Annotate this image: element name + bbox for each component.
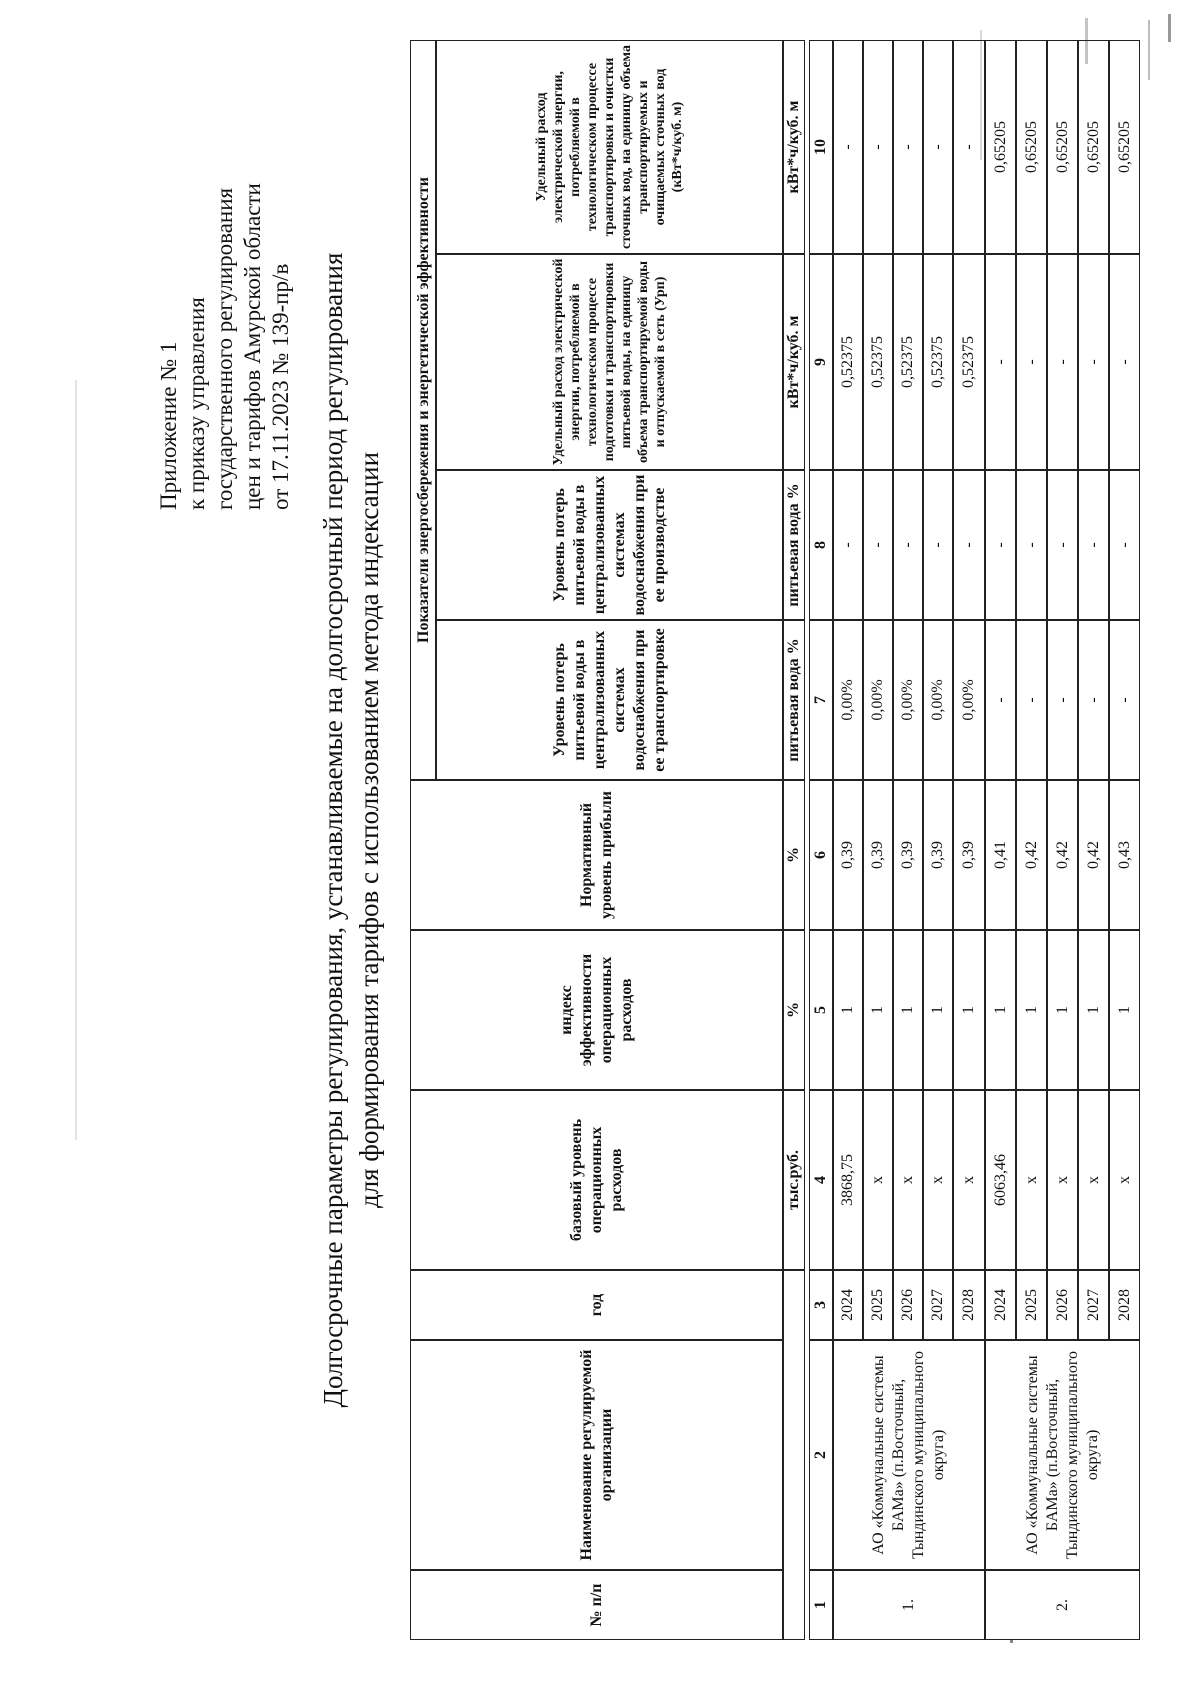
loss-transport-cell: 0,00%: [953, 620, 985, 780]
index-cell: 1: [1016, 930, 1047, 1090]
unit-energy-water: кВт*ч/куб. м: [783, 254, 805, 470]
energy-water-cell: 0,52375: [833, 254, 863, 470]
loss-production-cell: -: [985, 470, 1016, 620]
unit-profit: %: [783, 780, 805, 930]
org-name: АО «Коммунальные системы БАМа» (п.Восточный, Тындинского муниципального округа): [833, 1340, 985, 1570]
year-cell: 2026: [1047, 1270, 1078, 1340]
parameters-table: [410, 40, 1140, 1640]
unit-index: %: [783, 930, 805, 1090]
base-cell: х: [1109, 1090, 1140, 1270]
col-number: 6: [809, 780, 833, 930]
unit-loss-transport: питьевая вода %: [783, 620, 805, 780]
document-title: [315, 80, 387, 1580]
col-number: 1: [809, 1570, 833, 1640]
energy-waste-cell: -: [833, 40, 863, 254]
loss-production-cell: -: [863, 470, 893, 620]
header-year: год: [410, 1270, 783, 1340]
loss-transport-cell: -: [985, 620, 1016, 780]
energy-waste-cell: 0,65205: [1078, 40, 1109, 254]
header-index: индекс эффективности операционных расходов: [410, 930, 783, 1090]
loss-production-cell: -: [953, 470, 985, 620]
profit-cell: 0,43: [1109, 780, 1140, 930]
loss-production-cell: -: [1078, 470, 1109, 620]
profit-cell: 0,42: [1047, 780, 1078, 930]
header-loss-production: Уровень потерь питьевой воды в централизованных системах водоснабжения при ее производстве: [436, 470, 783, 620]
index-cell: 1: [985, 930, 1016, 1090]
col-number: 2: [809, 1340, 833, 1570]
col-number: 9: [809, 254, 833, 470]
loss-production-cell: -: [1016, 470, 1047, 620]
loss-production-cell: -: [1047, 470, 1078, 620]
loss-production-cell: -: [893, 470, 923, 620]
energy-water-cell: -: [985, 254, 1016, 470]
loss-transport-cell: 0,00%: [923, 620, 953, 780]
loss-transport-cell: -: [1109, 620, 1140, 780]
title-line: для формирования тарифов с использованием метода индексации: [354, 451, 384, 1209]
year-cell: 2024: [985, 1270, 1016, 1340]
base-cell: 3868,75: [833, 1090, 863, 1270]
scan-speck: [75, 380, 77, 1140]
loss-production-cell: -: [923, 470, 953, 620]
energy-water-cell: 0,52375: [893, 254, 923, 470]
index-cell: 1: [863, 930, 893, 1090]
energy-waste-cell: 0,65205: [985, 40, 1016, 254]
energy-waste-cell: -: [953, 40, 985, 254]
index-cell: 1: [833, 930, 863, 1090]
loss-transport-cell: -: [1047, 620, 1078, 780]
energy-waste-cell: -: [893, 40, 923, 254]
loss-transport-cell: -: [1016, 620, 1047, 780]
base-cell: х: [953, 1090, 985, 1270]
header-energy-water: Удельный расход электрической энергии, потребляемой в технологическом процессе подготовки и транспортировки питьевой воды, на единицу объема транспортируемой воды и отпускаемой в сеть (Урп): [436, 254, 783, 470]
index-cell: 1: [923, 930, 953, 1090]
energy-water-cell: -: [1016, 254, 1047, 470]
year-cell: 2027: [923, 1270, 953, 1340]
base-cell: х: [893, 1090, 923, 1270]
energy-waste-cell: 0,65205: [1109, 40, 1140, 254]
header-profit: Нормативный уровень прибыли: [410, 780, 783, 930]
col-number: 5: [809, 930, 833, 1090]
energy-waste-cell: -: [863, 40, 893, 254]
appendix-line: Приложение № 1: [156, 341, 181, 510]
energy-water-cell: 0,52375: [923, 254, 953, 470]
col-number: 10: [809, 40, 833, 254]
profit-cell: 0,39: [833, 780, 863, 930]
year-cell: 2027: [1078, 1270, 1109, 1340]
profit-cell: 0,39: [863, 780, 893, 930]
year-cell: 2024: [833, 1270, 863, 1340]
appendix-line: от 17.11.2023 № 139-пр/в: [268, 263, 293, 510]
loss-production-cell: -: [1109, 470, 1140, 620]
year-cell: 2028: [953, 1270, 985, 1340]
year-cell: 2026: [893, 1270, 923, 1340]
index-cell: 1: [1109, 930, 1140, 1090]
units-blank: [783, 1270, 805, 1640]
energy-water-cell: -: [1078, 254, 1109, 470]
profit-cell: 0,42: [1078, 780, 1109, 930]
index-cell: 1: [893, 930, 923, 1090]
energy-water-cell: -: [1109, 254, 1140, 470]
energy-water-cell: 0,52375: [863, 254, 893, 470]
energy-waste-cell: -: [923, 40, 953, 254]
index-cell: 1: [1047, 930, 1078, 1090]
org-name: АО «Коммунальные системы БАМа» (п.Восточный, Тындинского муниципального округа): [985, 1340, 1140, 1570]
header-no: № п/п: [410, 1570, 783, 1640]
appendix-line: государственного регулирования: [212, 187, 237, 510]
appendix-header: [155, 80, 295, 510]
energy-waste-cell: 0,65205: [1047, 40, 1078, 254]
loss-transport-cell: -: [1078, 620, 1109, 780]
unit-loss-production: питьевая вода %: [783, 470, 805, 620]
scan-speck: [1010, 1640, 1013, 1643]
header-energy-waste: Удельный расход электрической энергии, потребляемой в технологическом процессе транспортировки и очистки сточных вод, на единицу объема транспортируемых и очищаемых сточных вод (кВт*ч/куб. м): [436, 40, 783, 254]
energy-water-cell: 0,52375: [953, 254, 985, 470]
profit-cell: 0,39: [893, 780, 923, 930]
col-number: 4: [809, 1090, 833, 1270]
year-cell: 2028: [1109, 1270, 1140, 1340]
col-number: 7: [809, 620, 833, 780]
col-number: 3: [809, 1270, 833, 1340]
energy-water-cell: -: [1047, 254, 1078, 470]
energy-waste-cell: 0,65205: [1016, 40, 1047, 254]
base-cell: х: [1016, 1090, 1047, 1270]
appendix-line: цен и тарифов Амурской области: [240, 183, 265, 510]
index-cell: 1: [953, 930, 985, 1090]
header-base: базовый уровень операционных расходов: [410, 1090, 783, 1270]
base-cell: х: [923, 1090, 953, 1270]
title-line: Долгосрочные параметры регулирования, устанавливаемые на долгосрочный период регулирования: [318, 252, 348, 1408]
appendix-line: к приказу управления: [184, 297, 209, 510]
col-number: 8: [809, 470, 833, 620]
header-loss-transport: Уровень потерь питьевой воды в централизованных системах водоснабжения при ее транспортировке: [436, 620, 783, 780]
base-cell: х: [863, 1090, 893, 1270]
loss-production-cell: -: [833, 470, 863, 620]
header-org: Наименование регулируемой организации: [410, 1340, 783, 1570]
profit-cell: 0,41: [985, 780, 1016, 930]
loss-transport-cell: 0,00%: [863, 620, 893, 780]
base-cell: х: [1078, 1090, 1109, 1270]
base-cell: 6063,46: [985, 1090, 1016, 1270]
org-number: 2.: [985, 1570, 1140, 1640]
header-energy-group: Показатели энергосбережения и энергетической эффективности: [410, 40, 436, 780]
loss-transport-cell: 0,00%: [833, 620, 863, 780]
rotated-document: [85, 30, 1200, 1640]
org-number: 1.: [833, 1570, 985, 1640]
unit-base: тыс.руб.: [783, 1090, 805, 1270]
profit-cell: 0,42: [1016, 780, 1047, 930]
year-cell: 2025: [863, 1270, 893, 1340]
index-cell: 1: [1078, 930, 1109, 1090]
base-cell: х: [1047, 1090, 1078, 1270]
year-cell: 2025: [1016, 1270, 1047, 1340]
unit-energy-waste: кВт*ч/куб. м: [783, 40, 805, 254]
profit-cell: 0,39: [923, 780, 953, 930]
profit-cell: 0,39: [953, 780, 985, 930]
loss-transport-cell: 0,00%: [893, 620, 923, 780]
